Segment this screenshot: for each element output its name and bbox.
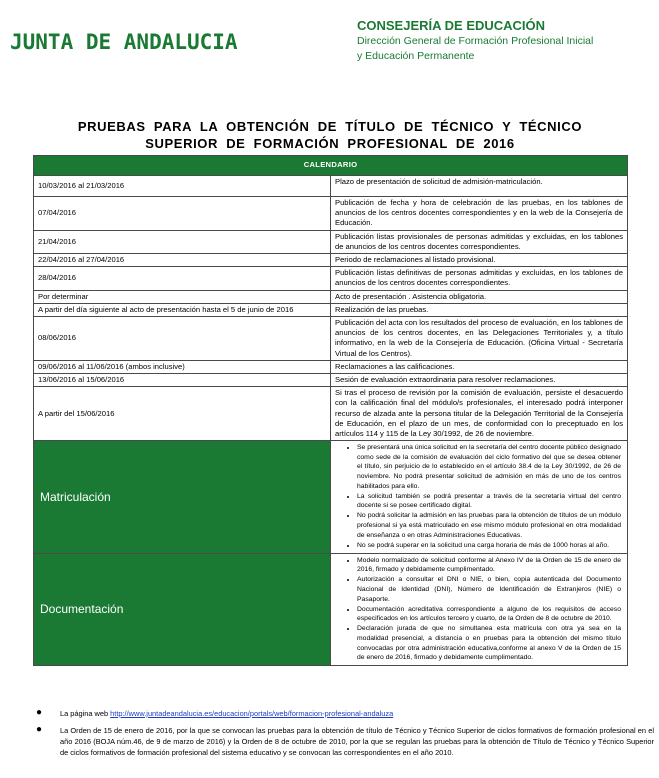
bullet-icon: ● [36, 724, 43, 735]
matriculacion-rules [331, 441, 628, 554]
footer-notes [36, 708, 654, 764]
list-item: • Autorización a consultar el DNI o NIE, o bien, copia autenticada del Documento Nacional de Identidad (DNI), Número de Identificación de Extranjeros (NIE) o Pasaporte. [357, 575, 621, 604]
bullet-icon: ● [36, 707, 43, 718]
row-date: 10/03/2016 al 21/03/2016 [34, 176, 331, 197]
row-date: 09/06/2016 al 11/06/2016 (ambos inclusive) [34, 360, 331, 373]
web-prefix: La página web [60, 709, 109, 718]
row-desc: Periodo de reclamaciones al listado provisional. [331, 254, 628, 267]
table-row [34, 360, 628, 373]
footer-orden-note [36, 725, 654, 758]
list-item: • La solicitud también se podrá presentar a través de la secretaría virtual del centro docente si se posee certificado digital. [357, 492, 621, 511]
calendar-heading: CALENDARIO [34, 156, 628, 176]
title-line1: PRUEBAS PARA LA OBTENCIÓN DE TÍTULO DE TÉCNICO Y TÉCNICO [77, 119, 583, 134]
table-row [34, 374, 628, 387]
page-title [30, 118, 630, 152]
table-row [34, 176, 628, 197]
documentacion-rules [331, 553, 628, 666]
row-date: 13/06/2016 al 15/06/2016 [34, 374, 331, 387]
documentacion-label: Documentación [34, 553, 331, 666]
row-date: A partir del 15/06/2016 [34, 387, 331, 441]
row-desc: Publicación de fecha y hora de celebración de las pruebas, en los tablones de anuncios de los centros docentes correspondientes y en la web de la Consejería de Educación. [331, 197, 628, 231]
table-row [34, 254, 628, 267]
row-desc: Acto de presentación . Asistencia obligatoria. [331, 290, 628, 303]
calendar-header-row [34, 156, 628, 176]
row-date: 08/06/2016 [34, 317, 331, 361]
matriculacion-label: Matriculación [34, 441, 331, 554]
row-desc: Realización de las pruebas. [331, 303, 628, 316]
consejeria-title: CONSEJERÍA DE EDUCACIÓN [357, 18, 546, 33]
matriculacion-section [34, 441, 628, 554]
table-row [34, 317, 628, 361]
list-item: • Documentación acreditativa correspondiente a alguno de los requisitos de acceso especificados en los artículos tercero y cuarto, de la Orden de 8 de octubre de 2010. [357, 605, 621, 624]
orden-text: La Orden de 15 de enero de 2016, por la que se convocan las pruebas para la obtención de título de Técnico y Técnico Superior de ciclos formativos de formación profesional en el año 2016 (BOJA núm.46, de 9 de marzo de 2016) y la Orden de 8 de octubre de 2010, por la que se regulan las pruebas para la obtención de Título de Técnico y Técnico Superior de ciclos formativos de formación profesional del sistema educativo y se convocan las correspondientes en el año 2010. [60, 726, 654, 757]
list-item: • Se presentará una única solicitud en la secretaría del centro docente público designado como sede de la comisión de evaluación del ciclo formativo del que se desea obtener el título, sin perjuicio de lo establecido en el artículo 38.4 de la Ley 30/1992, de 26 de noviembre. No podrá presentar solicitud de admisión en más de uno de los centros habilitados para ello. [357, 443, 621, 491]
list-item: • Declaración jurada de que no simultanea esta matrícula con otra ya sea en la modalidad presencial, a distancia o en pruebas para la obtención del mismo título convocadas por otra administración educativa,conforme al anexo V de la Orden de 15 de enero de 2016, firmado y debidamente cumplimentado. [357, 624, 621, 662]
row-date: Por determinar [34, 290, 331, 303]
row-desc: Si tras el proceso de revisión por la comisión de evaluación, persiste el desacuerdo con la calificación final del módulo/s profesionales, el interesado podrá interponer recurso de alzada ante la persona titular de la Delegación Territorial de la Consejería de Educación, en el plazo de un mes, de conformidad con lo preceptuado en los artículos 114 y 115 de la Ley 30/1992, de 26 de noviembre. [331, 387, 628, 441]
title-line2: SUPERIOR DE FORMACIÓN PROFESIONAL DE 2016 [145, 136, 515, 151]
list-item: • No podrá solicitar la admisión en las pruebas para la obtención de títulos de un módulo profesional si ya está matriculado en ese mismo módulo profesional en otra modalidad de enseñanza o en otras Administraciones Educativas. [357, 511, 621, 540]
row-desc: Sesión de evaluación extraordinaria para resolver reclamaciones. [331, 374, 628, 387]
calendar-table [33, 155, 628, 666]
table-row [34, 267, 628, 290]
web-link[interactable]: http://www.juntadeandalucia.es/educacion/portals/web/formacion-profesional-andaluza [110, 709, 394, 718]
table-row [34, 387, 628, 441]
documentacion-section [34, 553, 628, 666]
row-date: A partir del día siguiente al acto de presentación hasta el 5 de junio de 2016 [34, 303, 331, 316]
row-desc: Reclamaciones a las calificaciones. [331, 360, 628, 373]
row-desc: Plazo de presentación de solicitud de admisión-matriculación. [331, 176, 628, 197]
table-row [34, 197, 628, 231]
table-row [34, 303, 628, 316]
row-desc: Publicación listas provisionales de personas admitidas y excluidas, en los tablones de anuncios de los centros docentes correspondientes. [331, 230, 628, 253]
table-row [34, 230, 628, 253]
table-row [34, 290, 628, 303]
row-desc: Publicación listas definitivas de personas admitidas y excluidas, en los tablones de anuncios de los centros docentes correspondientes. [331, 267, 628, 290]
list-item: • Modelo normalizado de solicitud conforme al Anexo IV de la Orden de 15 de enero de 2016, firmado y debidamente cumplimentado. [357, 556, 621, 575]
consejeria-header [357, 17, 593, 64]
direccion-line2: y Educación Permanente [357, 50, 475, 62]
row-date: 21/04/2016 [34, 230, 331, 253]
row-date: 28/04/2016 [34, 267, 331, 290]
row-date: 07/04/2016 [34, 197, 331, 231]
list-item: • No se podrá superar en la solicitud una carga horaria de más de 1000 horas al año. [357, 541, 621, 551]
junta-logo: JUNTA DE ANDALUCIA [10, 30, 238, 54]
row-desc: Publicación del acta con los resultados del proceso de evaluación, en los tablones de anuncios de los centros docentes, en las Delegaciones Territoriales y, a título informativo, en la web de la Consejería de Educación. (Oficina Virtual - Secretaría Virtual de los Centros). [331, 317, 628, 361]
footer-web-note [36, 708, 654, 719]
row-date: 22/04/2016 al 27/04/2016 [34, 254, 331, 267]
direccion-line1: Dirección General de Formación Profesional Inicial [357, 35, 594, 47]
